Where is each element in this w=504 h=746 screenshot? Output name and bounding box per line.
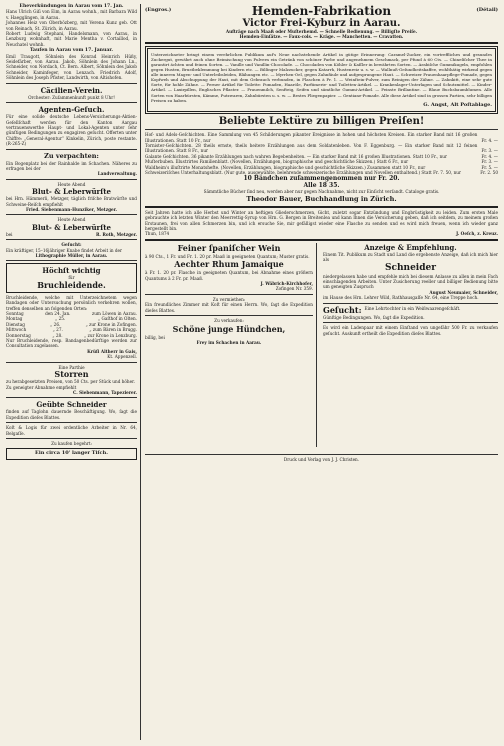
frame-sign: G. Angst, Alt Poſtablage. [423,101,492,108]
schedule-date: „ 28. [52,332,63,338]
detail-label: (Détail) [476,7,498,13]
schedule-date: „ 25. [55,316,66,322]
books-offer: 10 Bändchen zuſammengenommen nur Fr. 20. [243,175,400,183]
engagements-section [6,4,137,81]
schedule-date: „ 27. [52,327,63,333]
ad1-sign: Fried. Siebenmann-Hunziker, Metzger. [26,206,117,212]
frame-text: Unterzeichneter bringt einem verehrlichen Publikum auf's Neue nachstehende Artikel in gütige Erinnerung: Caramel-Zucker, ein vortreffliches und gesundes Zuckergut, gewährt auch ohne Beimischung von Pulvern ein Getränk von schöner Farbe und angenehmem Geschmack, per Pfund à 60 Cts. — Chineſiſcher Thee in garantirt ächten und feinen Sorten. — Vanille und Vanillin-Chocolade. — Chocoladen von Köhler & Kaſſler in bewährten Sorten. — Arabiſche Gummikugeln, empfohlen gegen Husten, Brustbeklemmung bei Kindern etc. — Bilſinger Malzzucker, gegen Katarrh, Hustenreiz u. s. w. — Wallnuß-Geſundheitskaffee, wohlthätig wirkend gegen alle inneren Magen- und Unterleibsleiden, Blähungen etc. — Myrrhen-Oel, gegen Zahnfäule und aufgesprungene Haut. — Schweizer Frauenhaarpflege-Pomade, gegen Kopfweh und Abschuppung der Haut, mit dem Gebrauch verbunden, in Flaschen à Fr. 1. — Weinſtein-Pulver, zum Reinigen der Zähne. — Zahnkitt, eine sehr gute Sorte, für hohle Zähne. — Ferner Artikel für Toilette: Pomaden, Haaröle, Parfümerie- und Toiletten-Artikel. — Krankenlager-Unterlagen und Schutzmittel. — Kinder-Artikel. — Laxirpillen, Englisches Pflaster. — Frauenmilch, Senfteig, Seifen und sämtliche Gummi-Artikel. — Feinste Brillantine. — Blaue Buchsbaumblumen. Alle Sorten von Haarbürsten, Kämme, Putzwaren, Zahnbürsten u. s. w. — Bestes Fliegenpapier. — Gentiane-Pomade. Alle diese Artikel sind in grossen Partien, sehr billigen Preisen zu haben. [151,51,492,103]
bruch-schedule [6,311,137,338]
schedule-day: Sonntag [6,311,24,317]
wanted-sign: Lithographie Müller, in Aarau. [35,253,108,258]
book-entry: Waldheim's illuſtrirte Monatshefte. (Novellen, Erzählungen, biographische und geschichtliche Skizzen.) Zusammen statt 10 Fr., nur Fr. 5. — [145,164,498,170]
pain-sign: J. Oeſch, z. Kreuz. [456,231,498,237]
agent-title: Agenten-Geſuch. [38,105,105,115]
dogs-text: billig, bei [145,334,165,340]
storren-sign: C. Siebenmann, Tapezierer. [72,389,137,395]
rum-title: Aechter Rhum Jamaique [174,259,284,270]
books-list [145,132,498,175]
rent2-text: Ein freundliches Zimmer mit Koſt für einen Herrn. Wo, ſagt die Expedition dieſes Blattes. [145,302,313,313]
baptisms-title: Taufen in Aarau vom 17. Januar. [30,48,113,54]
storren-title: Storren [54,369,89,380]
ad1-text: bei Hrn. Hämmerli, Metzger, täglich friſche Bratwürſte und Schweine-Reiſch empfiehlt [6,196,137,207]
schedule-place: „ zum Bären in Brugg. [89,327,137,333]
notice-sign: August Neumaier, Schneider, [429,289,498,295]
caecilien-text: Orchester: Zuſammenkunft punkt 8 Uhr! [28,94,115,100]
ad2-title: Blut- & Leberwürſte [32,222,111,232]
book-entry: Schweizeriſches Unterhaltungsblatt. (Nur gute, ausgewählte, belehrende schweizerische Erzählungen und Novellen enthaltend.) Statt Fr. 7. 50, nur Fr. 2. 50 [145,170,498,175]
buy-title: Zu kaufen begehrt: [51,440,92,446]
storren-text: zu herabgesetzten Preisen, von 50 Cts. per Stück und höher. [6,379,135,385]
shop-owner: Victor Frei-Kyburz in Aarau. [242,18,401,29]
bottom-block [145,243,498,465]
wine-text: à 90 Cts., 1 Fr. und Fr. 1. 20 pr. Maaß in geeigneten Quantum; Muster gratis. [145,253,310,259]
bruch-text: Bruchleidende, welche mit Unterzeichnetem wegen Bandagen oder Untersuchung persönlich verkehren wollen, treffen denselben an folgenden Orten: [6,294,137,311]
schedule-day: Donnerstag [6,332,31,338]
bruch-sign2: Kt. Appenzell. [107,354,137,360]
book-entry: Muſterbuben. Illustrirtes Familienblatt. (Novellen, Erzählungen, biographische und geschichtliche Skizzen.) Statt 6 Fr., nur Fr. 3. — [145,159,498,165]
bruch-note: Nur Bruchleidende, resp. Bandagenbedürftige werden zur Consultation zugelassen. [6,338,137,349]
bruch-pre2: für [68,275,75,281]
footer: Druck und Verlag von J. J. Christen. [145,454,498,462]
pain-text: Seit Jahren hatte ich alle Herbst und Winter an heftigen Gliederschmerzen, Gicht, zuletzt sogar Entzündung und Engbrüstigkeit zu leiden. Zum ersten Male gebrauchte ich letzten Winter den Meerrettig-Syrup von Hrn. G. Bergen in Breitenlea und kann Ihnen die Versicherung geben, daß ich seitdem, zu meinem großen Erstaunen, frei von allen Schmerzen bin, und ich ersuche Sie, mir gefälligst wieder eine Flasche zu senden und es wird mich freuen, wenn ich wieder ganz hergestellt bin. [145,209,498,232]
notice-addr: im Hause des Hrn. Lehrer Wild, Rathhausgaſſe Nr. 64, eine Treppe hoch. [323,295,479,301]
schedule-place: zum Löwen in Aarau. [91,311,137,317]
dogs-title: Schöne junge Hündchen, [172,323,286,334]
bottom-left [145,243,317,447]
storren-pre: Eine Parthie [58,364,85,370]
book-entry: Hof- und Adels-Geſchichten. Eine Sammlung von 45 Schilderungen pikanter Ereignisse in hohen und höchsten Kreisen. Ein starker Band mit 16 großen Illustrationen. Statt 10 Fr., nur Fr. 4. — [145,132,498,143]
schedule-place: „ Gaſthof in Olten. [97,316,137,322]
wine-title: Feiner ſpaniſcher Wein [177,242,281,253]
schedule-day: Montag [6,316,23,322]
rent-text: Ein Bogenplatz bei der Rainhalde im Schachen. Näheres zu erfragen bei der [6,160,137,171]
ad2-sign: R. Roth, Metzger. [95,231,137,237]
books-offer2: Alle 18 35. [303,182,340,190]
schedule-day: Mittwoch [6,327,27,333]
newspaper-page [6,4,498,740]
engagements-title: Eheverkündungen in Aarau vom 17. Jan. [19,4,124,9]
buy-text: Ein circa 10' langer Tiſch. [6,448,137,459]
offer-text: Es wird ein Ladenpaar mit einem Einſtand von ungefähr 500 Fr. zu verkaufen geſucht. Auskunft ertheilt die Expedition dieſes Blattes. [323,325,498,336]
engagement-entry: Hans Ulrich Giſi von Eim, in Aarau wohnh., mit Barbara Wild v. Haegglingen, in Aarau. [6,9,137,20]
rent2-title: Zu vermiethen: [212,296,246,302]
bruch-sign: Krüſi Altherr in Gais, [87,348,137,354]
engagement-entry: Johannes Heiz von Oberbözberg, mit Verena Kunz geb. Ott von Reinach, St. Zürich, in Aarau. [6,20,137,31]
schedule-date: den 24. Jan. [45,311,71,317]
wanted-title: Geſucht: [61,242,82,248]
tailor-text: finden auf Taglohn dauernde Beschäftigung. Wo, ſagt die Expedition dieſes Blattes. [6,409,137,420]
caecilien-title: Cäcilien-Verein. [40,85,103,95]
baptisms-text: Emil Traugott, Söhnlein des Konrad Heinrich Hüßy, Seidefärber, von Aarau. Jakob, Söhnlein des Johann Ln., Schneider, von Nordach, Ct. Bern. Albert, Söhnlein des Jakob Schneider, Kaminfeger, von Lenzach. Friedrich Adolf, Söhnlein des Joseph Pfister, Landwirth, von Altishofen. [6,53,137,81]
angst-ad [145,46,498,114]
rent-admin: Landverwaltung. [97,171,137,177]
teacher-text2: Günſtige Bedingungen. Wo, ſagt die Expedition. [323,314,425,320]
notice-text2: niedergelassen habe und empfehle mich bei diesem Anlasse zu allen in mein Fach einschlagenden Arbeiten. Unter Zusicherung reeller und billiger Bedienung bitte um geneigten Zuspruch [323,273,498,290]
wanted-text: Ein kräftiger, 15–16jähriger Knabe findet Arbeit in der [6,247,123,253]
dogs-pre: Zu verkaufen: [214,318,244,324]
book-entry: Tornister-Geſchichten. 28 theils ernste, theils heitere Erzählungen aus dem Soldatenleben. Von F. Eggenburg. — Ein starker Band mit 12 feinen Illustrationen. Statt 8 Fr., nur Fr. 3. — [145,142,498,154]
schedule-day: Dienstag [6,321,25,327]
engros-label: (Engros.) [145,7,172,13]
books-sign: Theodor Bauer, Buchhandlung in Zürich. [246,194,397,203]
kost-text: Koſt & Logis für zwei ordentliche Arbeiter in Nr. 64, Belgaſſe. [6,425,137,436]
rent-title: Zu verpachten: [44,151,99,160]
books-note: Sämmtliche Bücher ſind neu, werden aber nur gegen Nachnahme, nicht zur Einſicht verſandt. Cataloge gratis. [203,189,440,195]
dogs-sign: Frey im Schachen in Aarau. [196,339,262,345]
pain-place: Thun, 1874 [145,231,170,237]
shop-items: Hemden-Einſätze. — Faux-cols. — Kräge. — Manchetten. — Cravatten. [239,34,404,40]
shop-title: Hemden-Fabrikation [251,4,392,18]
book-entry: Galante Geſchichten. 36 pikante Erzählungen nach wahren Begebenheiten. — Ein starker Band mit 16 großen Illustrationen. Statt 10 Fr., nur Fr. 4. — [145,153,498,159]
schedule-place: „ zur Krone in Zofingen. [85,321,137,327]
storren-text2: Zu geneigter Abnahme empfiehlt [6,384,77,390]
teacher-title: Geſucht: [323,304,362,315]
teacher-text: Eine Lehrtochter in ein Weißwaarengeſchäft. [364,305,461,311]
bruch-pre: Höchſt wichtig [42,266,101,276]
right-column [145,4,498,740]
bruch-box [6,263,137,292]
books-title: Beliebte Lektüre zu billigen Preiſen! [218,116,425,128]
agent-text: Für eine solide deutsche Lebens-Versicherungs-Aktien-Geſellſchaft werden für den Kanton Aargau vertrauenswerthe Haupt- und Lokal-Agenten unter ſehr günſtigen Bedingungen zu engagiren geſucht. Offerten unter Chiffre: „General-Agentur“ Kinkelin, Zürich, poste restante. (R-265-Z) [6,114,137,147]
notice-title: Anzeige & Empfehlung. [364,242,457,252]
ad1-title: Blut- & Leberwürſte [32,187,111,197]
notice-title2: Schneider [385,262,436,273]
left-column [6,4,141,740]
schedule-place: „ zur Krone in Lenzburg. [84,332,137,338]
engagement-entry: Robert Ludwig Stephani, Handelsmann, von Aarau, in Lenzburg wohnhaft, mit Marie Mentha v. Cortaillod, in Neuchatel wohnh. [6,31,137,47]
shop-line: Aufträge nach Maaß oder Muſterhemd. — Schnelle Bedienung. — Billigſte Preiſe. [225,29,418,34]
tailor-title: Geübte Schneider [36,400,107,410]
shop-header [145,4,498,18]
rum-text: à Fr. 1. 20 pr. Flasche in geeigneten Quantum, bei Abnahme eines größern Quantums à 2 Fr. pr. Maaß. [145,270,313,281]
ad2-text: bei [6,231,13,237]
ad1-pre: Heute Abend [57,181,86,187]
bottom-right [323,243,498,336]
rum-sign: J. Wäbrich-Kirchhofer, [260,281,313,287]
bruch-title: Bruchleidende. [37,279,106,290]
ad2-pre: Heute Abend [57,217,86,223]
rum-sign2: Zofingen Nr. 359. [275,286,313,292]
notice-text: Einem Tit. Publikum zu Stadt und Land die ergebenste Anzeige, daß ich mich hier als [323,251,498,263]
schedule-date: „ 26. [50,321,61,327]
